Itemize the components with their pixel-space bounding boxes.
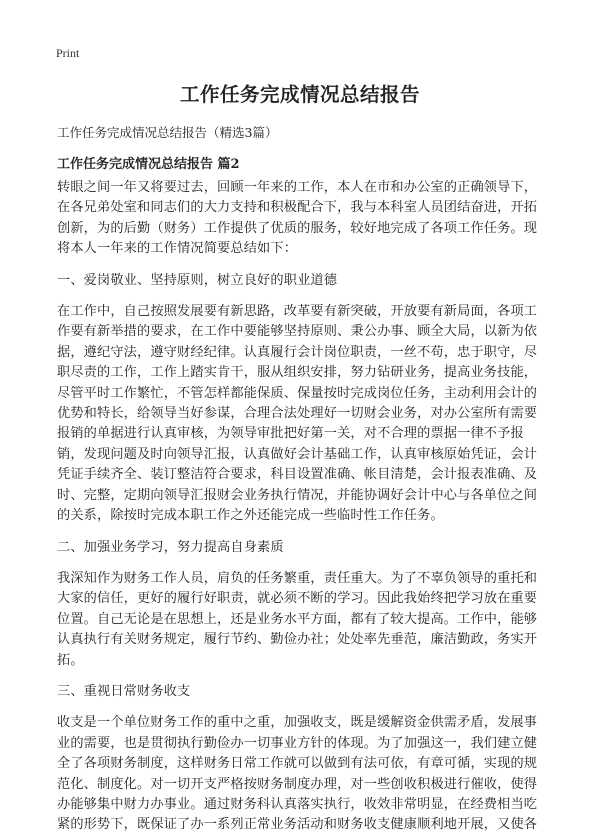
article-body [57,178,548,836]
paragraph-intro: 转眼之间一年又将要过去，回顾一年来的工作，本人在市和办公室的正确领导下，在各兄弟处室和同志们的大力支持和积极配合下，我与本科室人员团结奋进，开拓创新，为的后勤（财务）工作提供了优质的服务，较好地完成了各项工作任务。现将本人一年来的工作情况简要总结如下： [57,180,538,257]
paragraph-section-3: 收支是一个单位财务工作的重中之重，加强收支，既是缓解资金供需矛盾，发展事业的需要，也是贯彻执行勤俭办一切事业方针的体现。为了加强这一，我们建立健全了各项财务制度，这样财务日常工作就可以做到有法可依，有章可循，实现的规范化、制度化。对一切开支严格按财务制度办理，对一些创收积极进行催收，使得办能够集中财力办事业。通过财务科认真落实执行，收效非常明显，在经费相当吃紧的形势下，既保证了办一系列正常业务活动和财务收支健康顺利地开展，又使各 [57,715,538,833]
article-heading: 工作任务完成情况总结报告 篇2 [57,157,240,172]
section-heading-3: 三、重视日常财务收支 [57,683,191,699]
subtitle: 工作任务完成情况总结报告（精选3篇） [57,125,278,140]
paragraph-section-1: 在工作中，自己按照发展要有新思路，改革要有新突破，开放要有新局面，各项工作要有新举措的要求，在工作中要能够坚持原则、秉公办事、顾全大局，以新为依据，遵纪守法，遵守财经纪律。认真履行会计岗位职责，一丝不苟，忠于职守，尽职尽责的工作，工作上踏实肯干，服从组织安排，努力钻研业务，提高业务技能，尽管平时工作繁忙，不管怎样都能保质、保量按时完成岗位任务，主动利用会计的优势和特长，给领导当好参谋，合理合法处理好一切财会业务，对办公室所有需要报销的单据进行认真审核，为领导审批把好第一关，对不合理的票据一律不予报销，发现问题及时向领导汇报，认真做好会计基础工作，认真审核原始凭证，会计凭证手续齐全、装订整洁符合要求，科目设置准确、帐目清楚，会计报表准确、及时、完整，定期向领导汇报财会业务执行情况，并能协调好会计中心与各单位之间的关系，除按时完成本职工作之外还能完成一些临时性工作任务。 [57,304,538,524]
paragraph-section-2: 我深知作为财务工作人员，肩负的任务繁重，责任重大。为了不辜负领导的重托和大家的信任，更好的履行好职责，就必须不断的学习。因此我始终把学习放在重要位置。自己无论是在思想上，还是业务水平方面，都有了较大提高。工作中，能够认真执行有关财务规定，履行节约、勤俭办社；处处率先垂范，廉洁勤政，务实开拓。 [57,570,538,668]
page-title: 工作任务完成情况总结报告 [179,83,420,106]
section-heading-2: 二、加强业务学习，努力提高自身素质 [57,539,284,555]
print-link[interactable]: Print [56,46,80,60]
section-heading-1: 一、爱岗敬业、坚持原则，树立良好的职业道德 [57,272,338,288]
